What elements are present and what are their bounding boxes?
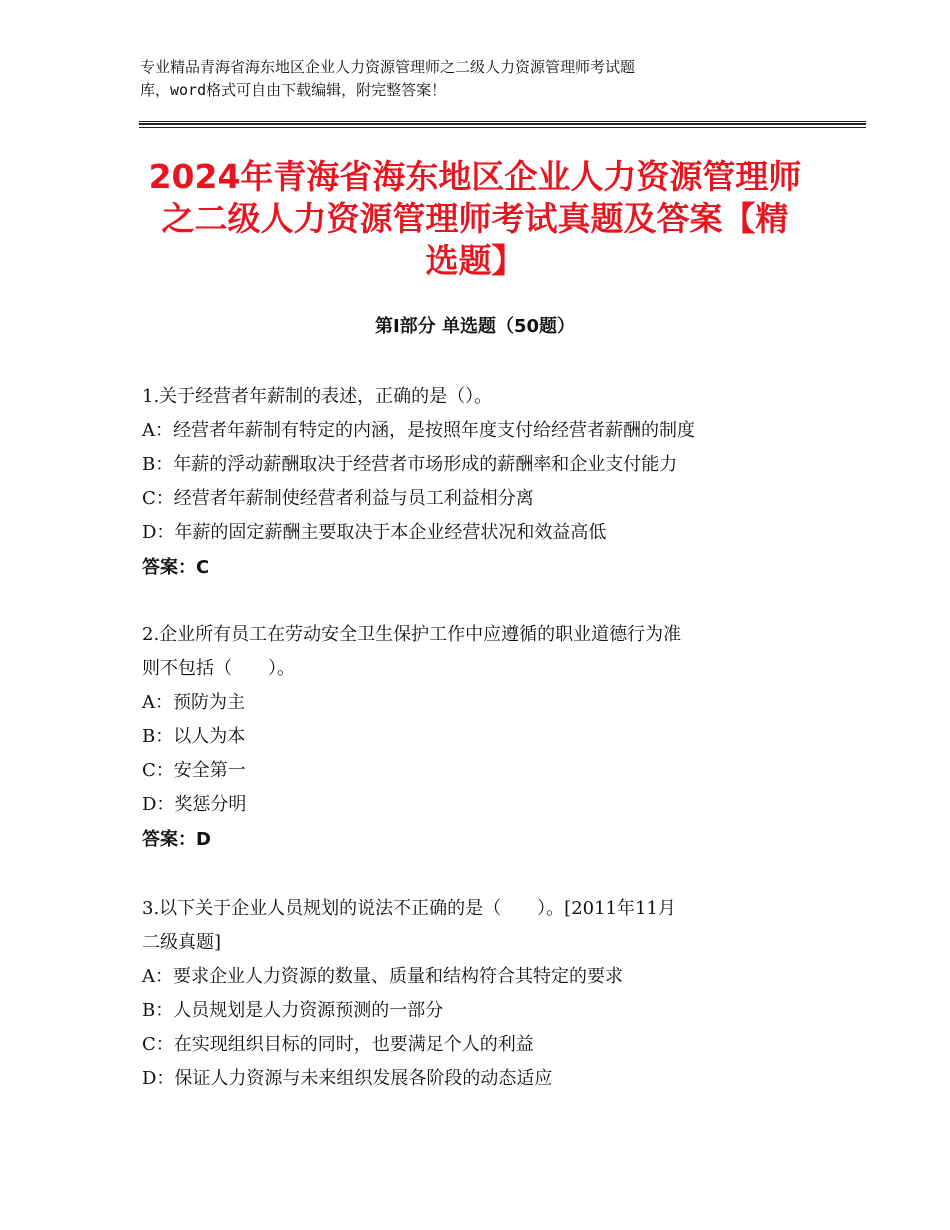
question-stem: 1.关于经营者年薪制的表述，正确的是（）。	[142, 386, 493, 407]
title-line: 之二级人力资源管理师考试真题及答案【精	[161, 199, 789, 238]
option-d: D：年薪的固定薪酬主要取决于本企业经营状况和效益高低	[142, 522, 607, 543]
header-divider	[139, 127, 866, 128]
title-line: 选题】	[425, 241, 525, 280]
option-c: C：经营者年薪制使经营者利益与员工利益相分离	[142, 488, 534, 509]
option-c: C：安全第一	[142, 760, 246, 781]
header-note-line: 库，word格式可自由下载编辑，附完整答案！	[140, 81, 447, 99]
option-b: B：人员规划是人力资源预测的一部分	[142, 1000, 444, 1021]
question-stem: 2.企业所有员工在劳动安全卫生保护工作中应遵循的职业道德行为准	[142, 624, 682, 645]
document-title	[120, 156, 830, 282]
title-line: 2024年青海省海东地区企业人力资源管理师	[148, 157, 802, 196]
option-a: A：经营者年薪制有特定的内涵，是按照年度支付给经营者薪酬的制度	[142, 420, 695, 441]
option-a: A：要求企业人力资源的数量、质量和结构符合其特定的要求	[142, 966, 623, 987]
header-divider	[139, 123, 866, 125]
answer-label: 答案：C	[142, 557, 210, 578]
question-stem: 则不包括（ ）。	[142, 658, 295, 679]
option-d: D：保证人力资源与未来组织发展各阶段的动态适应	[142, 1068, 553, 1089]
option-c: C：在实现组织目标的同时，也要满足个人的利益	[142, 1034, 534, 1055]
option-d: D：奖惩分明	[142, 794, 247, 815]
section-title: 第Ⅰ部分 单选题（50题）	[374, 316, 575, 337]
question-stem: 二级真题]	[142, 932, 222, 953]
option-b: B：年薪的浮动薪酬取决于经营者市场形成的薪酬率和企业支付能力	[142, 454, 678, 475]
header-divider	[139, 121, 866, 122]
answer-label: 答案：D	[142, 829, 211, 850]
header-note-line: 专业精品青海省海东地区企业人力资源管理师之二级人力资源管理师考试题	[140, 58, 636, 76]
option-a: A：预防为主	[142, 692, 245, 713]
question-stem: 3.以下关于企业人员规划的说法不正确的是（ ）。[2011年11月	[142, 898, 676, 919]
option-b: B：以人为本	[142, 726, 246, 747]
header-note	[140, 56, 820, 102]
